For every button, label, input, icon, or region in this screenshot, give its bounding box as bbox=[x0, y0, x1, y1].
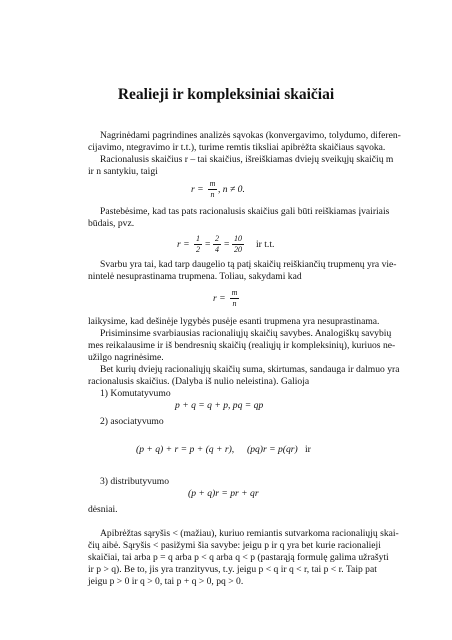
text-line: dėsniai. bbox=[88, 504, 118, 515]
fraction-numerator: 1 bbox=[196, 234, 200, 243]
text-line: racionalusis skaičius. (Dalyba iš nulio neleistina). Galioja bbox=[88, 376, 310, 387]
text-line: Bet kurių dviejų racionaliųjų skaičių suma, skirtumas, sandauga ir dalmuo yra bbox=[100, 364, 400, 375]
fraction-1-over-2 bbox=[194, 234, 202, 254]
fraction-2-over-4 bbox=[213, 234, 221, 254]
text-line: Pastebėsime, kad tas pats racionalusis skaičius gali būti reiškiamas įvairiais bbox=[100, 206, 390, 217]
equation-r: r = bbox=[177, 239, 190, 250]
text-line: užilgo nagrinėsime. bbox=[88, 352, 164, 363]
list-item-associativity: 2) asociatyvumo bbox=[100, 416, 164, 427]
equation-associativity-sum: (p + q) + r = p + (q + r), bbox=[136, 444, 235, 455]
equals-sign: = bbox=[205, 239, 211, 250]
equation-r: r = bbox=[213, 293, 226, 304]
fraction-denominator: 2 bbox=[196, 245, 200, 254]
text-line: būdais, pvz. bbox=[88, 218, 135, 229]
text-line: cijavimo, ntegravimo ir t.t.), turime remtis tiksliai apibrėžta skaičiaus sąvoka. bbox=[88, 142, 386, 153]
fraction-m-over-n bbox=[208, 179, 217, 199]
page-title: Realieji ir kompleksiniai skaičiai bbox=[117, 86, 335, 103]
list-item-commutativity: 1) Komutatyvumo bbox=[100, 388, 171, 399]
list-item-distributivity: 3) distributyvumo bbox=[100, 476, 170, 487]
equation-commutativity: p + q = q + p, pq = qp bbox=[175, 400, 264, 411]
text-line: Nagrinėdami pagrindines analizės sąvokas (konvergavimo, tolydumo, diferen- bbox=[100, 130, 401, 141]
text-line: ir p > q). Be to, jis yra tranzityvus, t.y. jeigu p < q ir q < r, tai p < r. Taip pat bbox=[88, 564, 377, 575]
text-line: nintelė nesuprastinama trupmena. Toliau, sakydami kad bbox=[88, 271, 302, 282]
text-line: laikysime, kad dešinėje lygybės pusėje esanti trupmena yra nesuprastinama. bbox=[88, 316, 380, 327]
text-line: Svarbu yra tai, kad tarp daugelio tą patį skaičių reiškiančių trupmenų yra vie- bbox=[100, 259, 397, 270]
fraction-denominator: 4 bbox=[215, 245, 219, 254]
fraction-denominator: n bbox=[232, 299, 237, 308]
fraction-numerator: m bbox=[231, 288, 238, 297]
fraction-denominator: n bbox=[210, 190, 215, 199]
text-line: Apibrėžtas sąryšis < (mažiau), kuriuo remiantis sutvarkoma racionaliųjų skai- bbox=[100, 528, 399, 539]
text-line: Prisiminsime svarbiausias racionaliųjų skaičių savybes. Analogiškų savybių bbox=[100, 328, 392, 339]
text-line: ir n santykiu, taigi bbox=[88, 166, 158, 177]
text-line: čių aibė. Sąryšis < pasižymi šia savybe: jeigu p ir q yra bet kurie racionalieji bbox=[88, 540, 381, 551]
equation-connector: ir bbox=[305, 444, 311, 455]
equation-distributivity: (p + q)r = pr + qr bbox=[188, 488, 259, 499]
text-line: skaičiai, tai arba p = q arba p < q arba q < p (pastarąją formulę galima užrašyti bbox=[88, 552, 389, 563]
equation-associativity-product: (pq)r = p(qr) bbox=[247, 444, 298, 455]
text-line: Racionalusis skaičius r – tai skaičius, išreiškiamas dviejų sveikųjų skaičių m bbox=[100, 154, 394, 165]
equation-condition: , n ≠ 0. bbox=[218, 184, 245, 195]
fraction-m-over-n bbox=[230, 288, 239, 308]
text-line: mes reikalausime ir iš bendresnių skaičių (realiųjų ir kompleksinių), kuriuos ne- bbox=[88, 340, 396, 351]
fraction-denominator: 20 bbox=[234, 245, 242, 254]
fraction-numerator: 2 bbox=[215, 234, 219, 243]
equation-r: r = bbox=[191, 184, 204, 195]
fraction-10-over-20 bbox=[232, 234, 244, 254]
fraction-numerator: m bbox=[209, 179, 216, 188]
equation-tail: ir t.t. bbox=[256, 239, 275, 250]
equals-sign: = bbox=[224, 239, 230, 250]
fraction-numerator: 10 bbox=[234, 234, 242, 243]
text-line: jeigu p > 0 ir q > 0, tai p + q > 0, pq > 0. bbox=[88, 576, 244, 587]
